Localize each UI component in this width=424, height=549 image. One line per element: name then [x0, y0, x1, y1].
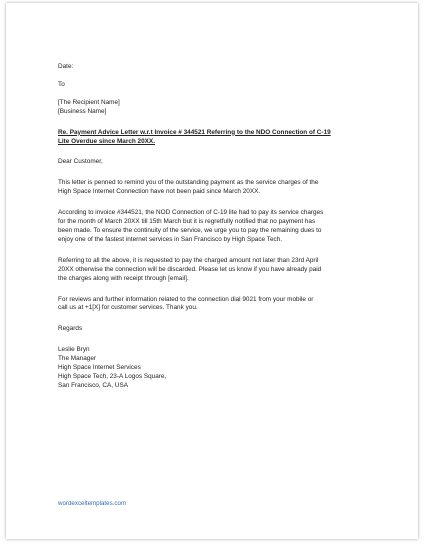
- signature-address: High Space Tech, 23-A Logos Square,: [58, 372, 167, 380]
- paragraph-2: [58, 209, 398, 245]
- business-name: [Business Name]: [58, 107, 107, 115]
- paragraph-line: been made. To ensure the continuity of the service, we urge you to pay the remaining dues to: [58, 226, 322, 234]
- signature-city: San Francisco, CA, USA: [58, 381, 128, 389]
- signature-title: The Manager: [58, 355, 97, 363]
- subject-line-2: Lite Overdue since March 20XX.: [58, 137, 155, 145]
- subject-line: [58, 129, 398, 147]
- paragraph-4: [58, 296, 398, 314]
- paragraph-line: enjoy one of the fastest internet services in San Francisco by High Space Tech.: [58, 235, 283, 243]
- to-label: To: [58, 80, 65, 88]
- date-label: Date:: [58, 63, 74, 70]
- salutation: Dear Customer,: [58, 158, 103, 166]
- paragraph-line: High Space Internet Connection have not been paid since March 20XX.: [58, 188, 261, 196]
- letter-body: [58, 63, 398, 391]
- letter-page: [6, 3, 418, 539]
- website-link[interactable]: wordexceltemplates.com: [58, 500, 127, 507]
- paragraph-line: 20XX otherwise the connection will be discarded. Please let us know if you have already paid: [58, 265, 322, 273]
- paragraph-1: [58, 179, 398, 197]
- paragraph-line: call us at +1[X] for customer services. Thank you.: [58, 304, 198, 312]
- paragraph-line: For reviews and further information related to the connection dial 9021 from your mobile or: [58, 295, 314, 303]
- paragraph-line: This letter is penned to remind you of the outstanding payment as the service charges of the: [58, 179, 319, 187]
- recipient-name: [The Recipient Name]: [58, 98, 120, 106]
- subject-line-1: Re. Payment Advice Letter w.r.t Invoice # 344521 Referring to the NDO Connection of C-19: [58, 128, 331, 136]
- paragraph-line: According to invoice #344521, the NOD Connection of C-19 lite had to pay its service charges: [58, 209, 324, 217]
- closing: Regards: [58, 325, 83, 333]
- paragraph-line: for the month of March 20XX till 15th March but it is regretfully notified that no payment has: [58, 218, 316, 226]
- signature-company: High Space Internet Services: [58, 364, 141, 372]
- paragraph-line: the charges along with receipt through [email].: [58, 274, 189, 282]
- signature-block: [58, 346, 398, 391]
- paragraph-line: Referring to all the above, it is requested to pay the charged amount not later than 23rd April: [58, 256, 319, 264]
- paragraph-3: [58, 257, 398, 284]
- signature-name: Leslie Bryn: [58, 346, 90, 354]
